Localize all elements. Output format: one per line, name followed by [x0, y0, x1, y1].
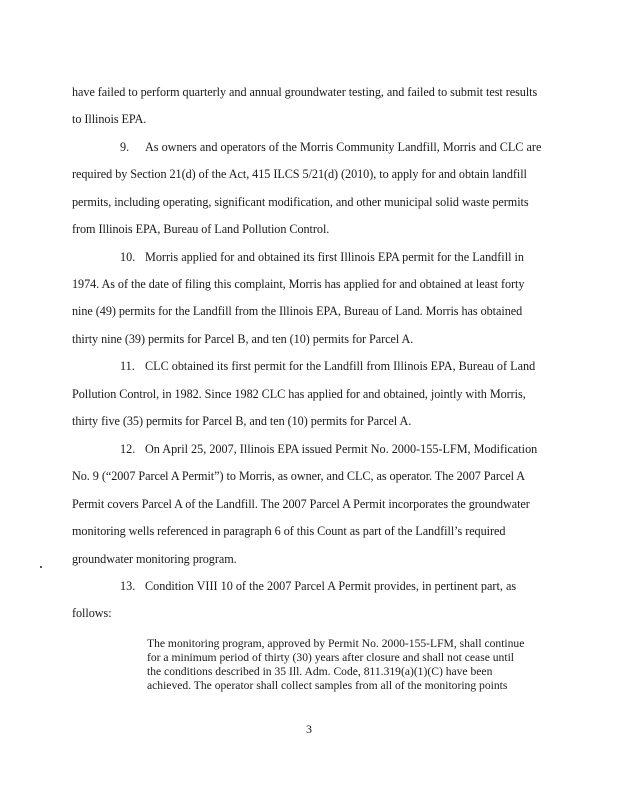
paragraph-12-line: No. 9 (“2007 Parcel A Permit”) to Morris, as owner, and CLC, as operator. The 2007 Parcel A [72, 469, 526, 483]
paragraph-10-line: nine (49) permits for the Landfill from the Illinois EPA, Bureau of Land. Morris has obtained [72, 304, 523, 318]
paragraph-10-line: thirty nine (39) permits for Parcel B, and ten (10) permits for Parcel A. [72, 332, 414, 346]
intro-line-2: to Illinois EPA. [72, 112, 147, 126]
paragraph-10-line: 1974. As of the date of filing this complaint, Morris has applied for and obtained at least forty [72, 277, 525, 291]
quote-line: the conditions described in 35 Ill. Adm. Code, 811.319(a)(1)(C) have been [147, 665, 493, 678]
paragraph-9-first-line: As owners and operators of the Morris Community Landfill, Morris and CLC are [145, 140, 542, 154]
paragraph-13-first-line: Condition VIII 10 of the 2007 Parcel A Permit provides, in pertinent part, as [145, 579, 517, 593]
paragraph-12-first-line: On April 25, 2007, Illinois EPA issued Permit No. 2000-155-LFM, Modification [145, 442, 538, 456]
paragraph-11-first-line: CLC obtained its first permit for the Landfill from Illinois EPA, Bureau of Land [145, 359, 536, 373]
quote-line: achieved. The operator shall collect samples from all of the monitoring points [147, 679, 508, 692]
paragraph-9-line: required by Section 21(d) of the Act, 415 ILCS 5/21(d) (2010), to apply for and obtain landfill [72, 167, 527, 181]
paragraph-10-number: 10. [120, 250, 136, 264]
paragraph-10-first-line: Morris applied for and obtained its first Illinois EPA permit for the Landfill in [145, 250, 524, 264]
paragraph-12-number: 12. [120, 442, 136, 456]
paragraph-11-number: 11. [120, 359, 135, 373]
paragraph-12-line: monitoring wells referenced in paragraph 6 of this Count as part of the Landfill’s required [72, 524, 506, 538]
page-number: 3 [306, 722, 312, 736]
intro-line-1: have failed to perform quarterly and annual groundwater testing, and failed to submit test results [72, 85, 538, 99]
paragraph-9-line: from Illinois EPA, Bureau of Land Pollution Control. [72, 222, 330, 236]
paragraph-12-line: Permit covers Parcel A of the Landfill. The 2007 Parcel A Permit incorporates the groundwater [72, 497, 530, 511]
quote-line: The monitoring program, approved by Permit No. 2000-155-LFM, shall continue [147, 637, 525, 650]
paragraph-13-line: follows: [72, 606, 112, 620]
margin-mark [40, 566, 42, 568]
paragraph-9-line: permits, including operating, significant modification, and other municipal solid waste permits [72, 195, 529, 209]
paragraph-11-line: Pollution Control, in 1982. Since 1982 CLC has applied for and obtained, jointly with Morris, [72, 387, 526, 401]
paragraph-11-line: thirty five (35) permits for Parcel B, and ten (10) permits for Parcel A. [72, 414, 412, 428]
paragraph-13-number: 13. [120, 579, 136, 593]
paragraph-9-number: 9. [120, 140, 130, 154]
quote-line: for a minimum period of thirty (30) years after closure and shall not cease until [147, 651, 515, 664]
paragraph-12-line: groundwater monitoring program. [72, 552, 237, 566]
